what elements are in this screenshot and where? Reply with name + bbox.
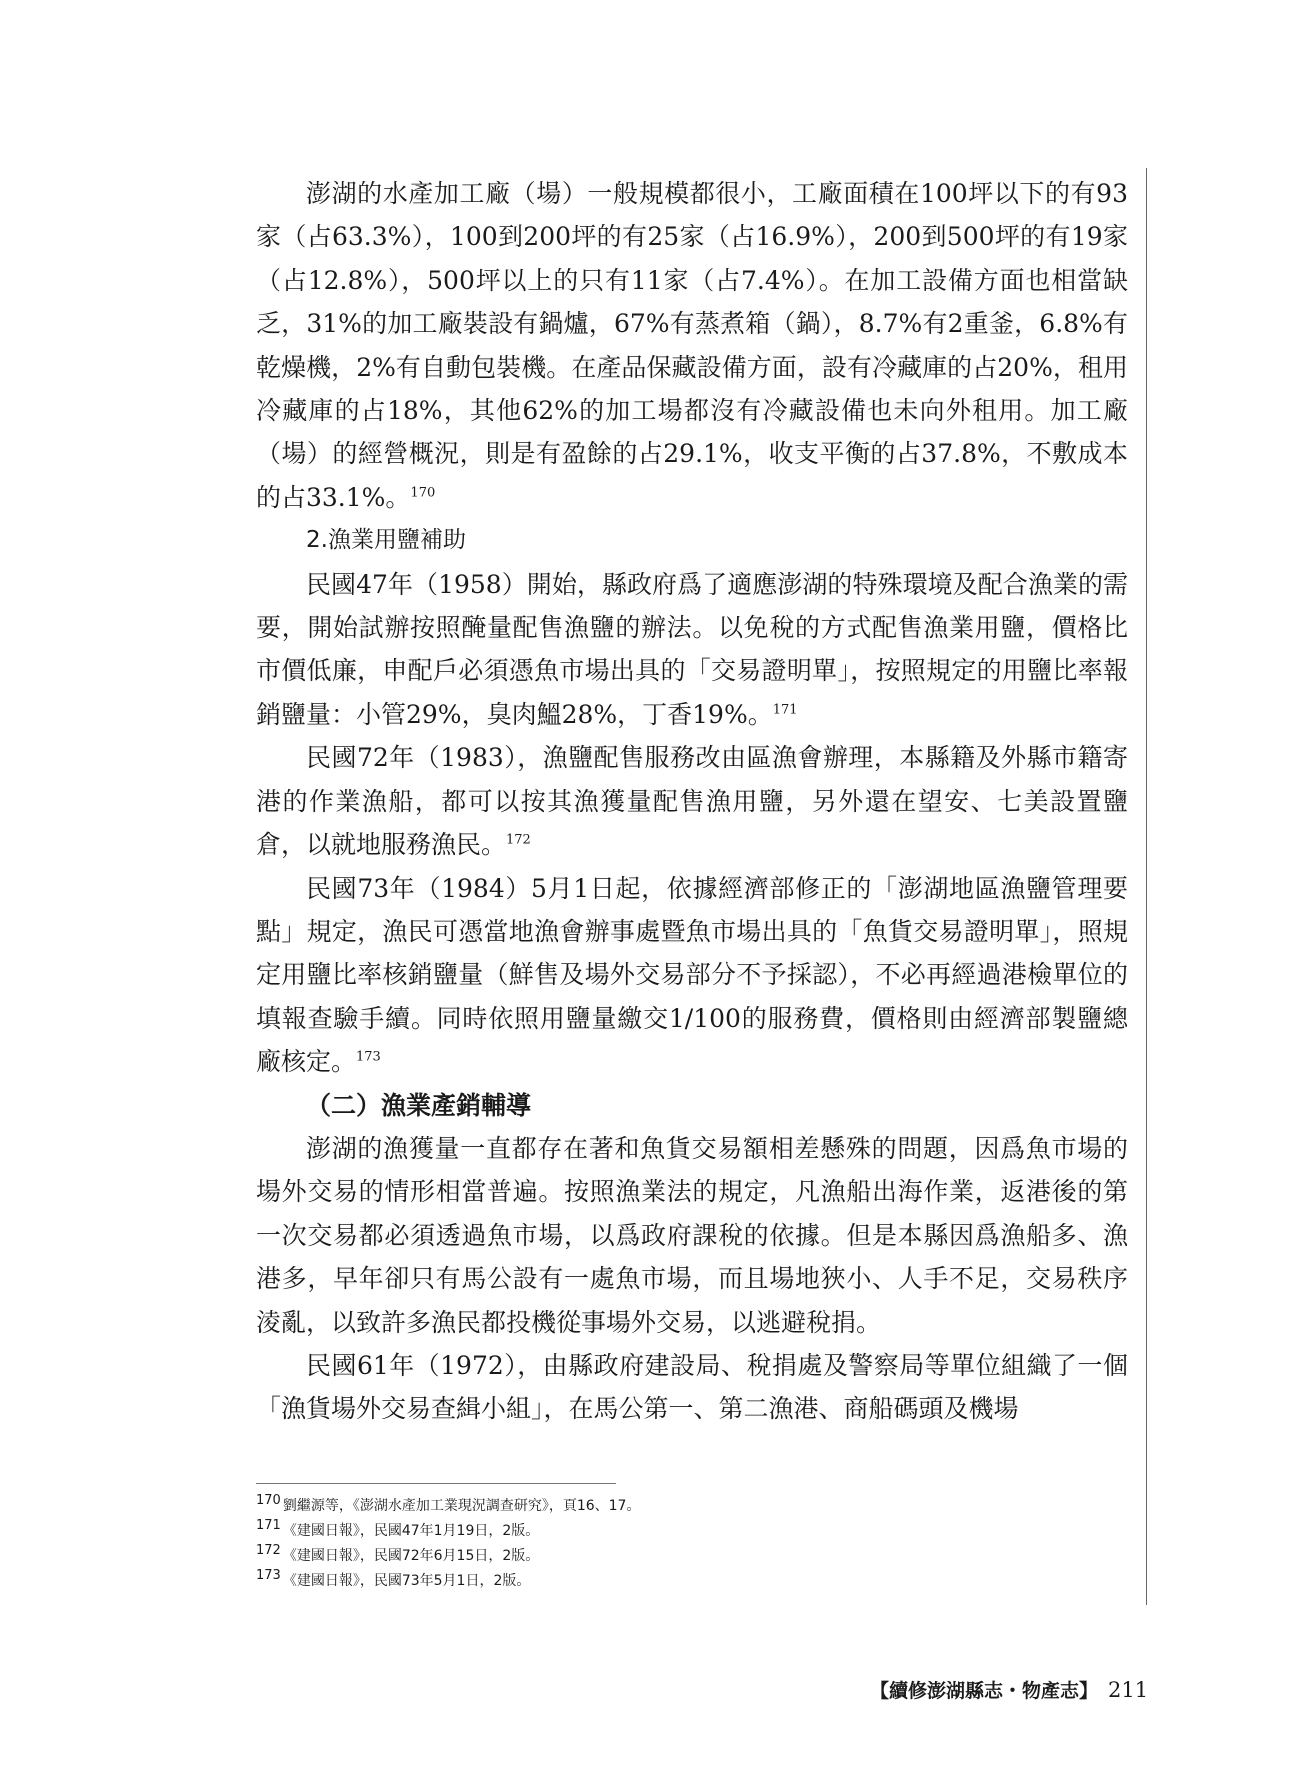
footnote-text: 《建國日報》，民國73年5月1日，2版。 — [282, 1573, 531, 1589]
section-heading: （二）漁業產銷輔導 — [306, 1090, 532, 1120]
margin-rule — [1146, 168, 1147, 1605]
page-footer — [870, 1676, 1149, 1703]
footnote-173 — [256, 1569, 1116, 1594]
footnote-172 — [256, 1544, 1116, 1569]
paragraph-1972-squad: 民國61年（1972），由縣政府建設局、稅捐處及警察局等單位組織了一個「漁貨場外交易查緝小組」，在馬公第一、第二漁港、商船碼頭及機場 — [256, 1350, 1128, 1424]
paragraph-salt-1984 — [256, 867, 1128, 1084]
footnote-number: 173 — [256, 1568, 281, 1584]
body-text — [256, 172, 1128, 1431]
footnotes — [256, 1494, 1116, 1594]
footnote-171 — [256, 1519, 1116, 1544]
paragraph-salt-1983 — [256, 736, 1128, 866]
footnote-divider — [256, 1483, 616, 1484]
page-number: 211 — [1108, 1678, 1149, 1702]
subheading-fishery-salt: 2.漁業用鹽補助 — [306, 527, 466, 554]
paragraph-processing-plants — [256, 172, 1128, 519]
paragraph-text: 民國73年（1984）5月1日起，依據經濟部修正的「澎湖地區漁鹽管理要點」規定，漁民可憑當地漁會辦事處暨魚市場出具的「魚貨交易證明單」，照規定用鹽比率核銷鹽量（鮮售及場外交易部分不予採認），不必再經過港檢單位的填報查驗手續。同時依照用鹽量繳交1/100的服務費，價格則由經濟部製鹽總廠核定。 — [256, 873, 1128, 1077]
footnote-170 — [256, 1494, 1116, 1519]
footnote-text: 《建國日報》，民國72年6月15日，2版。 — [282, 1548, 540, 1564]
book-title: 【續修澎湖縣志・物產志】 — [870, 1680, 1099, 1702]
footnote-number: 172 — [256, 1543, 281, 1559]
footnote-ref: 173 — [356, 1049, 381, 1065]
footnote-ref: 171 — [772, 702, 798, 718]
paragraph-text: 民國47年（1958）開始，縣政府爲了適應澎湖的特殊環境及配合漁業的需要，開始試辦按照醃量配售漁鹽的辦法。以免稅的方式配售漁業用鹽，價格比市價低廉，申配戶必須憑魚市場出具的「交易證明單」，按照規定的用鹽比率報銷鹽量：小管29%，臭肉鰮28%，丁香19%。 — [256, 569, 1128, 729]
footnote-text: 劉繼源等，《澎湖水產加工業現況調查研究》，頁16、17。 — [282, 1498, 641, 1514]
footnote-ref: 172 — [506, 832, 531, 848]
footnote-number: 170 — [256, 1493, 281, 1509]
paragraph-salt-1958 — [256, 563, 1128, 737]
paragraph-market-trade: 澎湖的漁獲量一直都存在著和魚貨交易額相差懸殊的問題，因爲魚市場的場外交易的情形相當普遍。按照漁業法的規定，凡漁船出海作業，返港後的第一次交易都必須透過魚市場，以爲政府課稅的依據。但是本縣因爲漁船多、漁港多，早年卻只有馬公設有一處魚市場，而且場地狹小、人手不足，交易秩序淩亂，以致許多漁民都投機從事場外交易，以逃避稅捐。 — [256, 1133, 1128, 1337]
paragraph-text: 澎湖的水產加工廠（場）一般規模都很小，工廠面積在100坪以下的有93家（占63.3%），100到200坪的有25家（占16.9%），200到500坪的有19家（占12.8%），500坪以上的只有11家（占7.4%）。在加工設備方面也相當缺乏，31%的加工廠裝設有鍋爐，67%有蒸煮箱（鍋），8.7%有2重釜，6.8%有乾燥機，2%有自動包裝機。在產品保藏設備方面，設有冷藏庫的占20%，租用冷藏庫的占18%，其他62%的加工場都沒有冷藏設備也未向外租用。加工廠（場）的經營概況，則是有盈餘的占29.1%，收支平衡的占37.8%，不敷成本的占33.1%。 — [256, 179, 1128, 512]
footnote-ref: 170 — [410, 485, 436, 501]
footnote-number: 171 — [256, 1518, 281, 1534]
paragraph-text: 民國72年（1983），漁鹽配售服務改由區漁會辦理，本縣籍及外縣市籍寄港的作業漁船，都可以按其漁獲量配售漁用鹽，另外還在望安、七美設置鹽倉，以就地服務漁民。 — [256, 743, 1128, 860]
footnote-text: 《建國日報》，民國47年1月19日，2版。 — [282, 1523, 540, 1539]
